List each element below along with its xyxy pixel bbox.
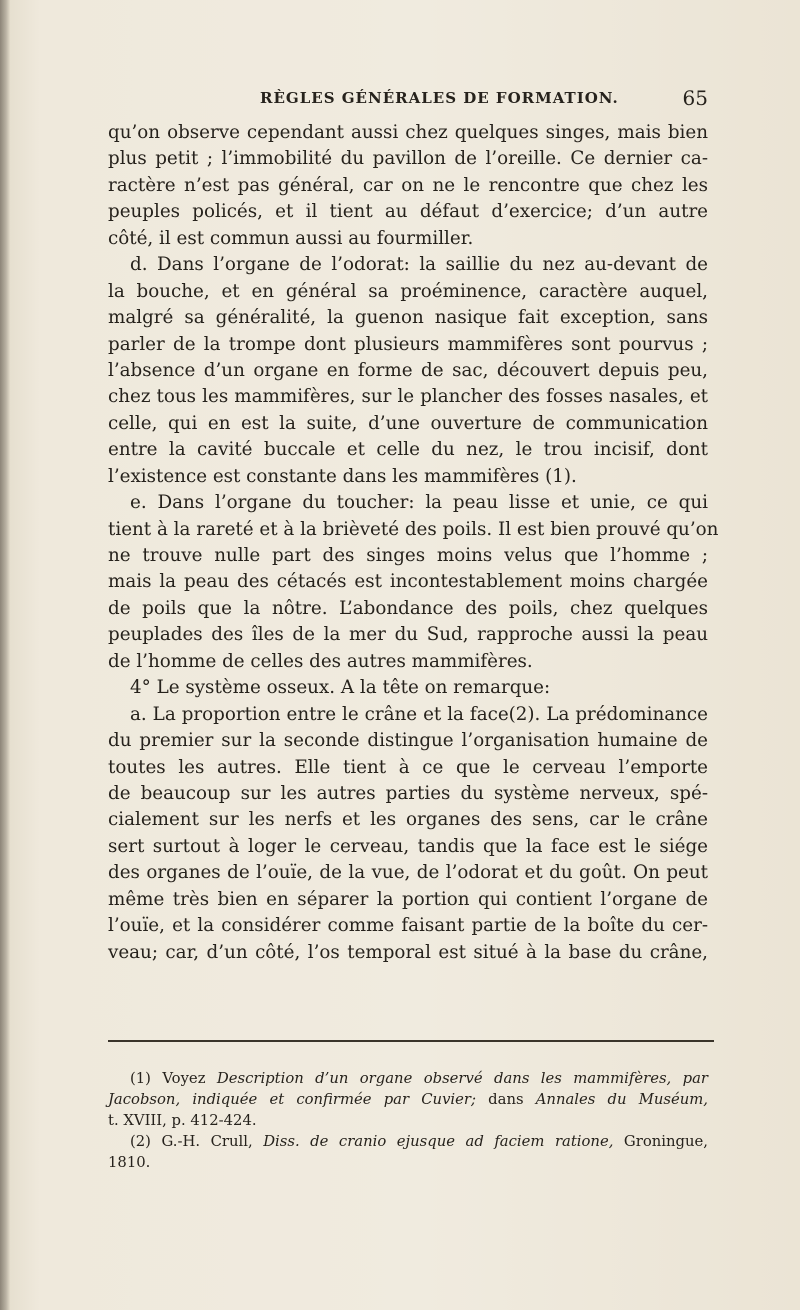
text-line: cialement sur les nerfs et les organes des sens, car le crâne xyxy=(108,809,708,831)
text-line: entre la cavité buccale et celle du nez, le trou incisif, dont xyxy=(108,439,708,461)
footnote-text: (1) Voyez xyxy=(130,1070,217,1087)
body-text xyxy=(108,120,719,966)
footnote-line: t. XVIII, p. 412-424. xyxy=(108,1112,257,1129)
text-line: plus petit ; l’immobilité du pavillon de l’oreille. Ce dernier ca- xyxy=(108,148,708,170)
text-line: du premier sur la seconde distingue l’organisation humaine de xyxy=(108,730,708,752)
page-spine-shadow xyxy=(0,0,10,1310)
text-line: côté, il est commun aussi au fourmiller. xyxy=(108,227,474,249)
text-line: peuples policés, et il tient au défaut d’exercice; d’un autre xyxy=(108,201,708,223)
text-line: peuplades des îles de la mer du Sud, rapproche aussi la peau xyxy=(108,624,708,646)
text-line: l’absence d’un organe en forme de sac, découvert depuis peu, xyxy=(108,359,708,381)
text-line: sert surtout à loger le cerveau, tandis que la face est le siége xyxy=(108,835,708,857)
text-line: de beaucoup sur les autres parties du système nerveux, spé- xyxy=(108,782,708,804)
text-line: qu’on observe cependant aussi chez quelques singes, mais bien xyxy=(108,122,708,143)
footnote-text: dans xyxy=(475,1091,536,1108)
footnote-citation-title: Diss. de cranio ejusque ad faciem ratione, xyxy=(263,1133,614,1150)
footnotes xyxy=(108,1068,708,1173)
text-line: celle, qui en est la suite, d’une ouverture de communication xyxy=(108,412,708,434)
running-head: RÈGLES GÉNÉRALES DE FORMATION. xyxy=(260,89,619,107)
page-number: 65 xyxy=(682,86,708,110)
text-line: d. Dans l’organe de l’odorat: la saillie du nez au-devant de xyxy=(130,254,708,276)
text-line: mais la peau des cétacés est incontestablement moins chargée xyxy=(108,571,708,593)
text-line: l’ouïe, et la considérer comme faisant partie de la boîte du cer- xyxy=(108,915,708,937)
text-line: toutes les autres. Elle tient à ce que le cerveau l’emporte xyxy=(108,756,708,778)
text-line: de l’homme de celles des autres mammifères. xyxy=(108,650,533,672)
section-heading-line: 4° Le système osseux. A la tête on remarque: xyxy=(130,677,551,699)
page-header xyxy=(108,84,708,114)
text-line: de poils que la nôtre. L’abondance des poils, chez quelques xyxy=(108,597,708,619)
text-line: la bouche, et en général sa proéminence, caractère auquel, xyxy=(108,280,708,302)
text-line: tient à la rareté et à la brièveté des poils. Il est bien prouvé qu’on xyxy=(108,518,719,540)
footnote-divider xyxy=(108,1040,714,1042)
text-line: parler de la trompe dont plusieurs mammifères sont pourvus ; xyxy=(108,333,708,355)
text-line: ne trouve nulle part des singes moins velus que l’homme ; xyxy=(108,545,708,566)
footnote-line xyxy=(108,1089,708,1110)
text-line: ractère n’est pas général, car on ne le rencontre que chez les xyxy=(108,174,708,196)
text-line: a. La proportion entre le crâne et la face(2). La prédominance xyxy=(130,703,708,725)
footnote-line xyxy=(108,1068,708,1089)
footnote-journal-title: Annales du Muséum, xyxy=(535,1091,709,1108)
text-line: chez tous les mammifères, sur le plancher des fosses nasales, et xyxy=(108,386,708,408)
footnote-line: 1810. xyxy=(108,1154,151,1171)
footnote-citation-title: Jacobson, indiquée et confirmée par Cuvier; xyxy=(108,1091,476,1108)
text-line: veau; car, d’un côté, l’os temporal est situé à la base du crâne, xyxy=(108,941,708,963)
footnote-line xyxy=(108,1131,708,1152)
footnote-citation-title: Description d’un organe observé dans les mammifères, par xyxy=(216,1070,709,1087)
text-line: des organes de l’ouïe, de la vue, de l’odorat et du goût. On peut xyxy=(108,862,708,884)
text-line: même très bien en séparer la portion qui contient l’organe de xyxy=(108,888,708,910)
footnote-text: (2) G.-H. Crull, xyxy=(130,1133,264,1150)
text-line: l’existence est constante dans les mammifères (1). xyxy=(108,465,577,487)
footnote-text: Groningue, xyxy=(613,1133,708,1150)
text-line: e. Dans l’organe du toucher: la peau lisse et unie, ce qui xyxy=(130,492,708,514)
text-line: malgré sa généralité, la guenon nasique fait exception, sans xyxy=(108,307,708,329)
